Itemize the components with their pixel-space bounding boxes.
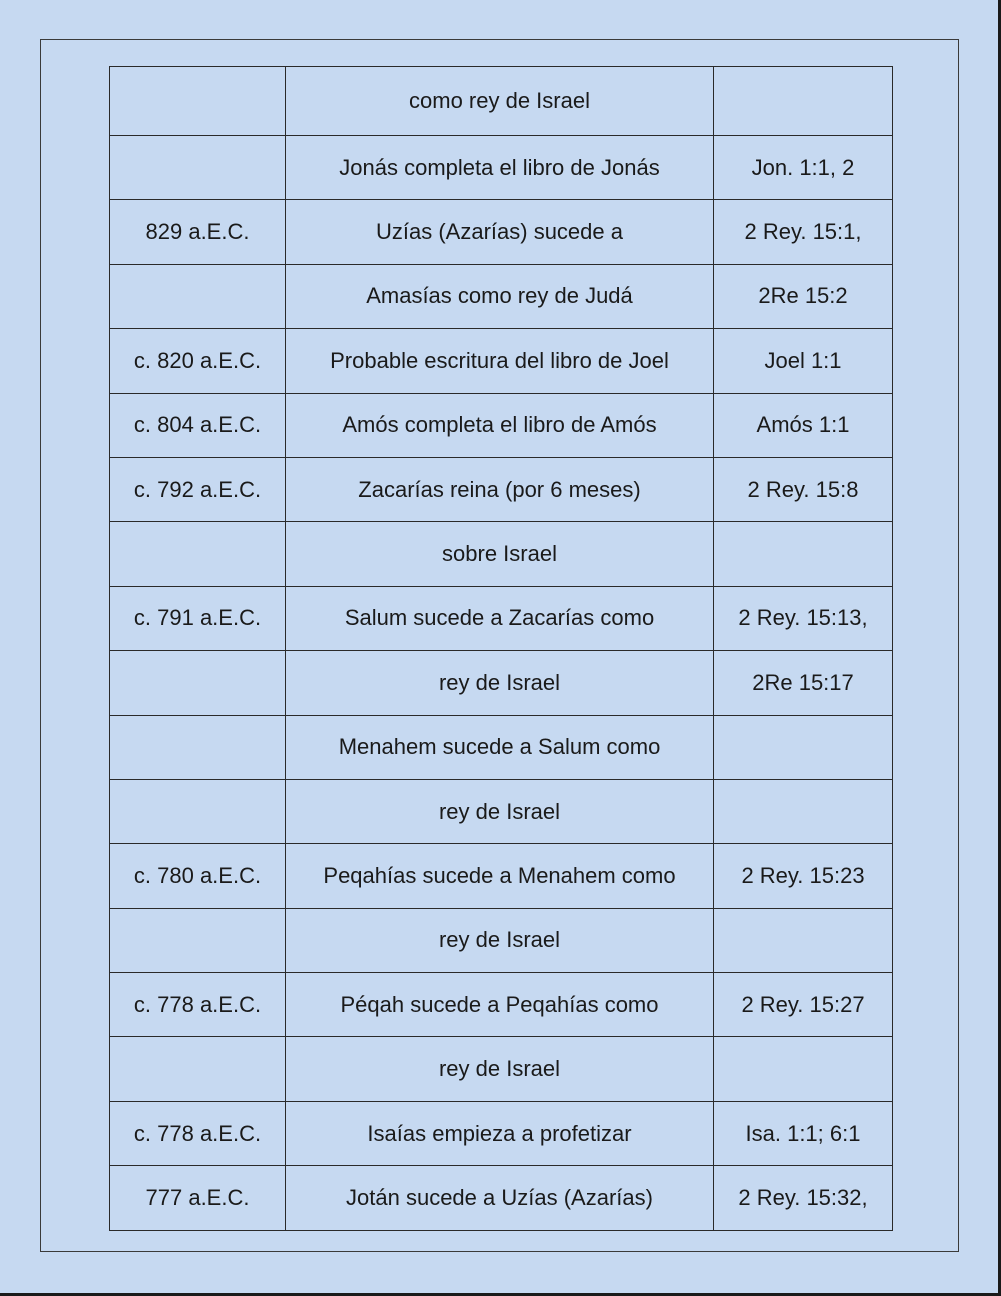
date-cell <box>110 651 286 715</box>
event-cell: sobre Israel <box>286 522 714 586</box>
reference-cell: 2 Rey. 15:8 <box>714 457 893 521</box>
reference-cell <box>714 715 893 779</box>
table-row <box>110 586 893 650</box>
date-cell: c. 780 a.E.C. <box>110 844 286 908</box>
date-cell <box>110 1037 286 1101</box>
event-cell: Amasías como rey de Judá <box>286 264 714 328</box>
date-cell: c. 792 a.E.C. <box>110 457 286 521</box>
event-cell: rey de Israel <box>286 651 714 715</box>
reference-cell: Joel 1:1 <box>714 329 893 393</box>
date-cell: 829 a.E.C. <box>110 200 286 264</box>
reference-cell <box>714 779 893 843</box>
date-cell <box>110 908 286 972</box>
reference-cell <box>714 522 893 586</box>
date-cell: 777 a.E.C. <box>110 1166 286 1230</box>
table-row <box>110 329 893 393</box>
table-row <box>110 522 893 586</box>
reference-cell: 2 Rey. 15:32, <box>714 1166 893 1230</box>
reference-cell: 2Re 15:17 <box>714 651 893 715</box>
event-cell: Zacarías reina (por 6 meses) <box>286 457 714 521</box>
date-cell <box>110 136 286 200</box>
chronology-table <box>109 66 893 1231</box>
date-cell <box>110 522 286 586</box>
table-row <box>110 136 893 200</box>
date-cell: c. 791 a.E.C. <box>110 586 286 650</box>
event-cell: rey de Israel <box>286 908 714 972</box>
event-cell: Peqahías sucede a Menahem como <box>286 844 714 908</box>
table-row <box>110 1037 893 1101</box>
date-cell: c. 804 a.E.C. <box>110 393 286 457</box>
event-cell: Uzías (Azarías) sucede a <box>286 200 714 264</box>
date-cell: c. 820 a.E.C. <box>110 329 286 393</box>
table-row <box>110 651 893 715</box>
reference-cell <box>714 908 893 972</box>
table-row <box>110 844 893 908</box>
event-cell: como rey de Israel <box>286 67 714 136</box>
event-cell: Amós completa el libro de Amós <box>286 393 714 457</box>
reference-cell <box>714 1037 893 1101</box>
table-row <box>110 973 893 1037</box>
table-row <box>110 67 893 136</box>
date-cell <box>110 779 286 843</box>
table-row <box>110 393 893 457</box>
table-row <box>110 1166 893 1230</box>
event-cell: Jonás completa el libro de Jonás <box>286 136 714 200</box>
reference-cell: 2Re 15:2 <box>714 264 893 328</box>
date-cell: c. 778 a.E.C. <box>110 973 286 1037</box>
event-cell: Salum sucede a Zacarías como <box>286 586 714 650</box>
table-row <box>110 457 893 521</box>
reference-cell: Amós 1:1 <box>714 393 893 457</box>
reference-cell: 2 Rey. 15:23 <box>714 844 893 908</box>
reference-cell: 2 Rey. 15:27 <box>714 973 893 1037</box>
event-cell: Jotán sucede a Uzías (Azarías) <box>286 1166 714 1230</box>
date-cell <box>110 264 286 328</box>
reference-cell: 2 Rey. 15:13, <box>714 586 893 650</box>
event-cell: Péqah sucede a Peqahías como <box>286 973 714 1037</box>
table-row <box>110 1101 893 1165</box>
reference-cell: Isa. 1:1; 6:1 <box>714 1101 893 1165</box>
table-row <box>110 200 893 264</box>
table-row <box>110 264 893 328</box>
reference-cell <box>714 67 893 136</box>
reference-cell: 2 Rey. 15:1, <box>714 200 893 264</box>
date-cell <box>110 715 286 779</box>
reference-cell: Jon. 1:1, 2 <box>714 136 893 200</box>
event-cell: rey de Israel <box>286 1037 714 1101</box>
event-cell: Menahem sucede a Salum como <box>286 715 714 779</box>
event-cell: Isaías empieza a profetizar <box>286 1101 714 1165</box>
table-row <box>110 779 893 843</box>
event-cell: rey de Israel <box>286 779 714 843</box>
event-cell: Probable escritura del libro de Joel <box>286 329 714 393</box>
date-cell <box>110 67 286 136</box>
date-cell: c. 778 a.E.C. <box>110 1101 286 1165</box>
table-row <box>110 715 893 779</box>
table-row <box>110 908 893 972</box>
